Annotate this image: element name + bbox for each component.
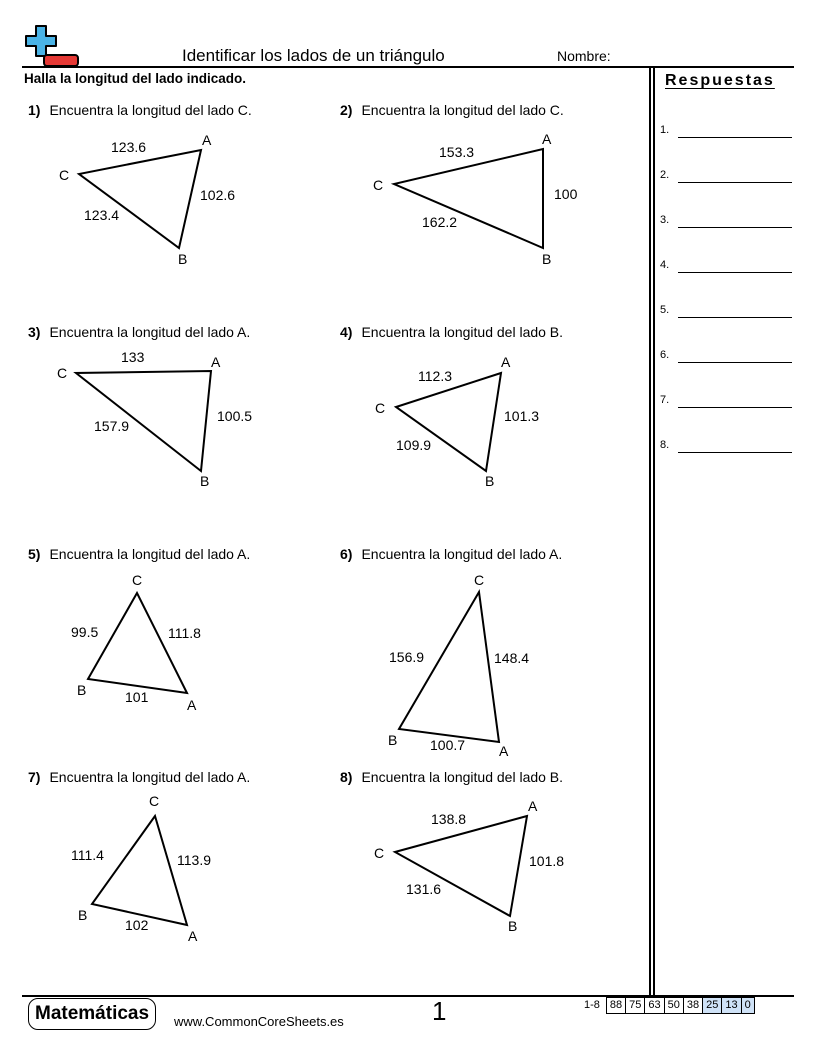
vertex-label: B bbox=[78, 907, 88, 923]
page-number: 1 bbox=[432, 996, 447, 1026]
side-label: 102.6 bbox=[200, 187, 236, 203]
answer-row-6[interactable]: 6. bbox=[660, 349, 792, 367]
side-label: 111.8 bbox=[168, 625, 201, 641]
score-cell: 50 bbox=[664, 998, 683, 1014]
answer-line[interactable] bbox=[678, 452, 792, 453]
score-cell: 63 bbox=[645, 998, 664, 1014]
side-label: 162.2 bbox=[422, 214, 458, 230]
side-label: 133 bbox=[121, 349, 145, 365]
answers-title: Respuestas bbox=[665, 72, 775, 89]
vertex-label: C bbox=[474, 572, 485, 588]
vertex-label: C bbox=[375, 400, 386, 416]
minus-icon bbox=[44, 55, 78, 66]
vertex-label: A bbox=[528, 798, 538, 814]
column-divider bbox=[653, 68, 655, 996]
side-label: 112.3 bbox=[418, 368, 452, 384]
side-label: 99.5 bbox=[71, 624, 99, 640]
site-url[interactable]: www.CommonCoreSheets.es bbox=[174, 1014, 344, 1029]
answer-line[interactable] bbox=[678, 137, 792, 138]
problem-6-heading: 6) Encuentra la longitud del lado A. bbox=[340, 546, 563, 562]
triangle-8 bbox=[395, 816, 527, 916]
page-title: Identificar los lados de un triángulo bbox=[182, 46, 445, 65]
vertex-label: A bbox=[187, 697, 197, 713]
vertex-label: C bbox=[373, 177, 384, 193]
vertex-label: C bbox=[149, 793, 160, 809]
score-range-label: 1-8 bbox=[584, 999, 600, 1011]
side-label: 148.4 bbox=[494, 650, 530, 666]
vertex-label: B bbox=[200, 473, 210, 489]
triangle-6 bbox=[399, 592, 499, 742]
problem-1-heading: 1) Encuentra la longitud del lado C. bbox=[28, 102, 252, 118]
answer-line[interactable] bbox=[678, 317, 792, 318]
side-label: 100 bbox=[554, 186, 578, 202]
side-label: 109.9 bbox=[396, 437, 432, 453]
vertex-label: A bbox=[542, 131, 552, 147]
vertex-label: C bbox=[57, 365, 68, 381]
side-label: 157.9 bbox=[94, 418, 130, 434]
score-cell: 75 bbox=[626, 998, 645, 1014]
vertex-label: A bbox=[499, 743, 509, 759]
header-divider bbox=[22, 66, 794, 68]
vertex-label: C bbox=[374, 845, 385, 861]
answer-row-2[interactable]: 2. bbox=[660, 169, 792, 187]
logo bbox=[22, 24, 80, 68]
side-label: 102 bbox=[125, 917, 149, 933]
answer-line[interactable] bbox=[678, 407, 792, 408]
answer-row-5[interactable]: 5. bbox=[660, 304, 792, 322]
side-label: 156.9 bbox=[389, 649, 425, 665]
side-label: 123.4 bbox=[84, 207, 120, 223]
problem-3-heading: 3) Encuentra la longitud del lado A. bbox=[28, 324, 251, 340]
answer-line[interactable] bbox=[678, 227, 792, 228]
answer-line[interactable] bbox=[678, 272, 792, 273]
column-divider bbox=[649, 68, 651, 996]
side-label: 123.6 bbox=[111, 139, 147, 155]
score-cell: 88 bbox=[606, 998, 625, 1014]
score-cell: 25 bbox=[703, 998, 722, 1014]
problem-8-heading: 8) Encuentra la longitud del lado B. bbox=[340, 769, 564, 785]
triangle-4 bbox=[396, 373, 501, 471]
vertex-label: B bbox=[485, 473, 495, 489]
triangle-1 bbox=[79, 150, 201, 248]
vertex-label: A bbox=[501, 354, 511, 370]
side-label: 113.9 bbox=[177, 852, 211, 868]
problem-5-heading: 5) Encuentra la longitud del lado A. bbox=[28, 546, 251, 562]
problem-2-heading: 2) Encuentra la longitud del lado C. bbox=[340, 102, 564, 118]
problem-4-heading: 4) Encuentra la longitud del lado B. bbox=[340, 324, 564, 340]
triangle-3 bbox=[76, 371, 211, 471]
vertex-label: B bbox=[388, 732, 398, 748]
answer-row-4[interactable]: 4. bbox=[660, 259, 792, 277]
brand-badge: Matemáticas bbox=[28, 998, 156, 1030]
triangle-5 bbox=[88, 593, 187, 693]
score-cell: 0 bbox=[741, 998, 754, 1014]
vertex-label: B bbox=[542, 251, 552, 267]
score-table bbox=[581, 997, 755, 1014]
vertex-label: B bbox=[178, 251, 188, 267]
vertex-label: A bbox=[188, 928, 198, 944]
side-label: 101.8 bbox=[529, 853, 565, 869]
side-label: 100.7 bbox=[430, 737, 466, 753]
triangle-2 bbox=[394, 149, 543, 248]
answer-row-8[interactable]: 8. bbox=[660, 439, 792, 457]
vertex-label: C bbox=[59, 167, 70, 183]
vertex-label: A bbox=[211, 354, 221, 370]
side-label: 101 bbox=[125, 689, 149, 705]
plus-icon bbox=[26, 26, 56, 56]
side-label: 111.4 bbox=[71, 847, 104, 863]
vertex-label: C bbox=[132, 572, 143, 588]
problem-7-heading: 7) Encuentra la longitud del lado A. bbox=[28, 769, 251, 785]
vertex-label: B bbox=[77, 682, 87, 698]
instructions: Halla la longitud del lado indicado. bbox=[24, 71, 247, 86]
side-label: 138.8 bbox=[431, 811, 467, 827]
answer-line[interactable] bbox=[678, 182, 792, 183]
answer-row-7[interactable]: 7. bbox=[660, 394, 792, 412]
vertex-label: B bbox=[508, 918, 518, 934]
side-label: 153.3 bbox=[439, 144, 475, 160]
answer-row-1[interactable]: 1. bbox=[660, 124, 792, 142]
side-label: 131.6 bbox=[406, 881, 442, 897]
side-label: 101.3 bbox=[504, 408, 540, 424]
score-cell: 13 bbox=[722, 998, 741, 1014]
vertex-label: A bbox=[202, 132, 212, 148]
name-label: Nombre: bbox=[557, 48, 611, 64]
answer-line[interactable] bbox=[678, 362, 792, 363]
answer-row-3[interactable]: 3. bbox=[660, 214, 792, 232]
triangle-7 bbox=[92, 816, 187, 925]
score-cell: 38 bbox=[683, 998, 702, 1014]
side-label: 100.5 bbox=[217, 408, 253, 424]
